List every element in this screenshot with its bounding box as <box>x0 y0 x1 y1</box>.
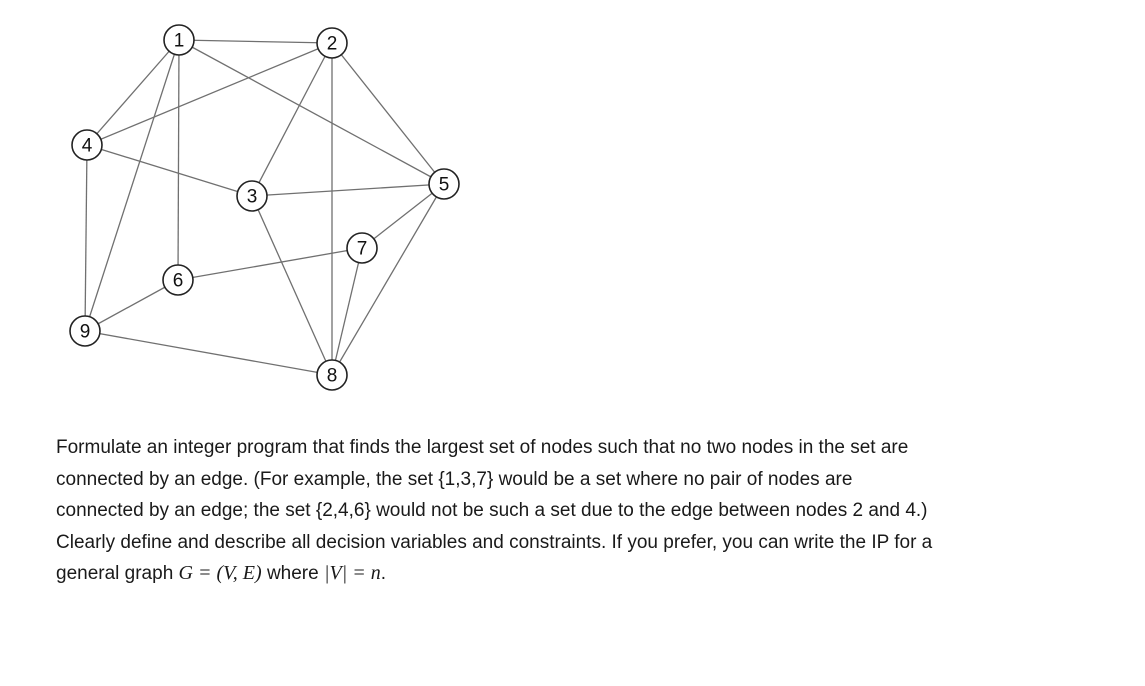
question-line-5 <box>56 558 1116 590</box>
edge-1-2 <box>179 40 332 43</box>
edge-5-8 <box>332 184 444 375</box>
graph-notation: G = (V, E) <box>178 562 262 584</box>
question-line-1: Formulate an integer program that finds the largest set of nodes such that no two nodes in the set are <box>56 437 909 458</box>
edge-2-5 <box>332 43 444 184</box>
node-2 <box>317 28 347 58</box>
node-6 <box>163 265 193 295</box>
node-label: 8 <box>326 365 338 387</box>
node-3 <box>237 181 267 211</box>
vertex-count-notation: |V| = n <box>323 562 381 584</box>
node-5 <box>429 169 459 199</box>
node-label: 4 <box>81 135 93 157</box>
edge-6-7 <box>178 248 362 280</box>
node-label: 5 <box>438 174 450 196</box>
line5-suffix: . <box>380 563 386 584</box>
graph-diagram <box>0 0 520 400</box>
edge-1-5 <box>179 40 444 184</box>
graph-nodes <box>70 25 459 390</box>
line5-prefix: general graph <box>56 563 179 584</box>
node-1 <box>164 25 194 55</box>
node-label: 2 <box>326 33 338 55</box>
edge-2-4 <box>87 43 332 145</box>
node-9 <box>70 316 100 346</box>
node-label: 3 <box>246 186 258 208</box>
question-line-2: connected by an edge. (For example, the set {1,3,7} would be a set where no pair of nodes are <box>56 468 853 490</box>
edge-9-8 <box>85 331 332 375</box>
edge-3-8 <box>252 196 332 375</box>
edge-2-3 <box>252 43 332 196</box>
node-label: 9 <box>79 321 91 343</box>
question-line-3: connected by an edge; the set {2,4,6} would not be such a set due to the edge between nodes 2 and 4.) <box>56 500 928 521</box>
question-text <box>56 432 1116 590</box>
node-8 <box>317 360 347 390</box>
edge-4-3 <box>87 145 252 196</box>
edge-1-6 <box>178 40 179 280</box>
line5-mid: where <box>261 563 324 584</box>
edge-7-8 <box>332 248 362 375</box>
node-7 <box>347 233 377 263</box>
edge-3-5 <box>252 184 444 196</box>
node-label: 7 <box>356 238 368 260</box>
edge-1-4 <box>87 40 179 145</box>
graph-edges <box>85 40 444 375</box>
question-line-4: Clearly define and describe all decision variables and constraints. If you prefer, you can write the IP for a <box>56 531 933 553</box>
node-4 <box>72 130 102 160</box>
node-label: 1 <box>173 30 185 52</box>
node-label: 6 <box>172 270 184 292</box>
edge-4-9 <box>85 145 87 331</box>
